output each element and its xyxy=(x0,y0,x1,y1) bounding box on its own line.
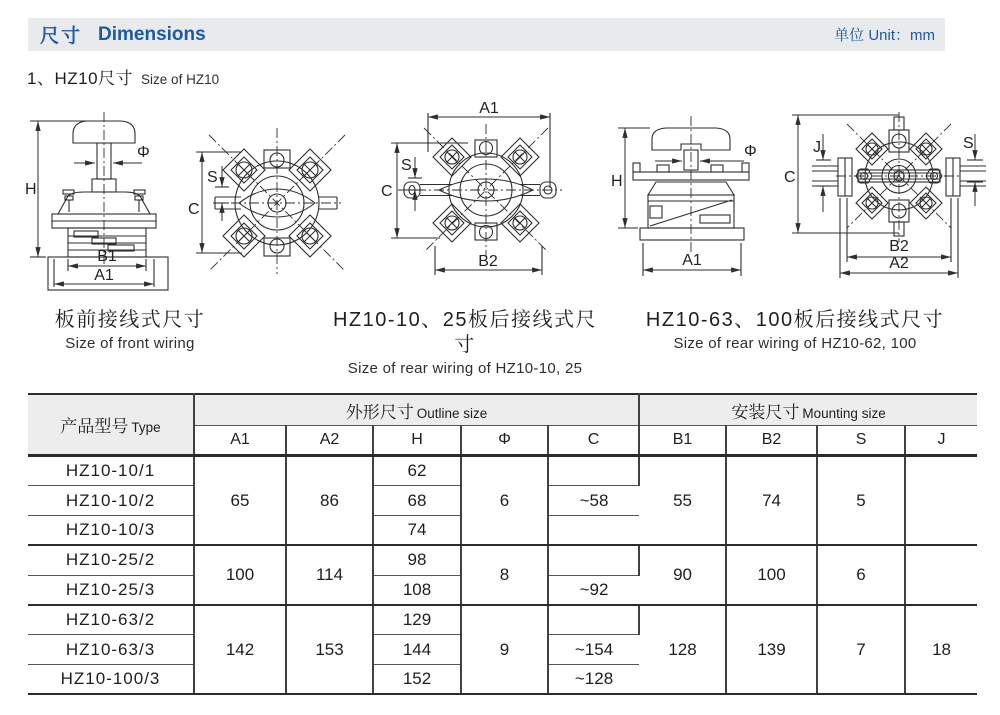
type-column-header xyxy=(28,394,194,456)
figure-caption-front-wiring xyxy=(20,308,240,354)
col-header-b2: B2 xyxy=(726,426,817,456)
cell-s: 7 xyxy=(817,605,905,694)
dim-label-j: J xyxy=(813,139,821,156)
cell-b2: 74 xyxy=(726,456,817,546)
cell-c xyxy=(548,515,639,545)
dim-label-s: S xyxy=(207,169,218,186)
mounting-size-group-header xyxy=(639,394,977,426)
dimensions-table xyxy=(28,393,977,695)
cell-c: ~154 xyxy=(548,635,639,664)
col-header-c: C xyxy=(548,426,639,456)
cell-c: ~58 xyxy=(548,486,639,515)
fig2-front-view xyxy=(381,102,562,275)
dim-label-h: H xyxy=(611,173,623,190)
cell-h: 74 xyxy=(373,515,461,545)
cell-type: HZ10-25/3 xyxy=(28,575,194,605)
fig1-front-view xyxy=(188,128,345,274)
section-title-en: Size of HZ10 xyxy=(141,72,220,87)
table-row xyxy=(28,456,977,486)
cell-phi: 9 xyxy=(461,605,548,694)
unit-label: 单位 Unit：mm xyxy=(834,27,935,44)
fig1-side-view xyxy=(25,112,168,290)
dim-label-c: C xyxy=(784,169,796,186)
dim-label-c: C xyxy=(381,183,393,200)
table-group-header-row xyxy=(28,394,977,426)
cell-c: ~92 xyxy=(548,575,639,605)
cell-h: 152 xyxy=(373,664,461,694)
cell-c xyxy=(548,456,639,486)
caption-en: Size of front wiring xyxy=(65,335,195,352)
figure-rear-wiring-10-25-drawing xyxy=(360,102,640,300)
cell-h: 108 xyxy=(373,575,461,605)
cell-type: HZ10-10/3 xyxy=(28,515,194,545)
outline-size-group-header xyxy=(194,394,639,426)
dim-label-s: S xyxy=(963,135,974,152)
cell-h: 62 xyxy=(373,456,461,486)
cell-phi: 6 xyxy=(461,456,548,546)
col-header-h: H xyxy=(373,426,461,456)
cell-c xyxy=(548,605,639,635)
dim-label-a1: A1 xyxy=(94,267,114,284)
col-header-a2: A2 xyxy=(286,426,373,456)
col-header-a1: A1 xyxy=(194,426,286,456)
fig3-front-view xyxy=(784,112,986,278)
cell-j xyxy=(905,456,977,546)
figure-caption-rear-10-25 xyxy=(330,308,600,379)
dim-label-a2: A2 xyxy=(889,255,909,272)
section-title-zh: HZ10尺寸 xyxy=(54,69,134,88)
dim-label-b2: B2 xyxy=(889,238,909,255)
cell-a2: 86 xyxy=(286,456,373,546)
cell-b1: 55 xyxy=(639,456,726,546)
cell-type: HZ10-63/3 xyxy=(28,635,194,664)
type-header-zh: 产品型号 xyxy=(60,417,129,436)
table-row xyxy=(28,605,977,635)
group-header-zh: 外形尺寸 xyxy=(345,402,414,422)
dim-label-phi: Φ xyxy=(744,143,757,160)
page-header-bar xyxy=(28,18,945,51)
cell-j: 18 xyxy=(905,605,977,694)
section-title xyxy=(27,64,219,89)
cell-phi: 8 xyxy=(461,545,548,605)
cell-h: 129 xyxy=(373,605,461,635)
figure-front-wiring-drawing xyxy=(25,105,355,300)
col-header-s: S xyxy=(817,426,905,456)
dim-label-b2: B2 xyxy=(478,253,498,270)
cell-type: HZ10-10/1 xyxy=(28,456,194,486)
header-title-en: Dimensions xyxy=(98,23,206,45)
cell-b2: 100 xyxy=(726,545,817,605)
dim-label-a1: A1 xyxy=(682,252,702,269)
cell-h: 144 xyxy=(373,635,461,664)
figure-rear-wiring-63-100-front-drawing xyxy=(775,105,1000,305)
col-header-phi: Φ xyxy=(461,426,548,456)
cell-type: HZ10-25/2 xyxy=(28,545,194,575)
cell-b1: 90 xyxy=(639,545,726,605)
cell-type: HZ10-63/2 xyxy=(28,605,194,635)
dim-label-a1: A1 xyxy=(479,102,499,117)
table-row xyxy=(28,545,977,575)
type-header-en: Type xyxy=(131,420,161,435)
caption-zh: HZ10-63、100板后接线式尺寸 xyxy=(645,309,945,331)
cell-b2: 139 xyxy=(726,605,817,694)
cell-a1: 142 xyxy=(194,605,286,694)
group-header-zh: 安装尺寸 xyxy=(731,402,800,422)
dim-label-s: S xyxy=(401,157,412,174)
group-header-en: Mounting size xyxy=(802,405,886,421)
cell-s: 6 xyxy=(817,545,905,605)
fig3-side-view xyxy=(611,116,757,276)
dim-label-c: C xyxy=(188,201,200,218)
figure-rear-wiring-63-100-side-drawing xyxy=(605,105,775,300)
caption-en: Size of rear wiring of HZ10-62, 100 xyxy=(673,335,917,352)
caption-zh: HZ10-10、25板后接线式尺寸 xyxy=(332,309,598,356)
header-title-zh: 尺寸 xyxy=(40,26,83,47)
group-header-en: Outline size xyxy=(416,405,488,421)
caption-en: Size of rear wiring of HZ10-10, 25 xyxy=(347,360,583,377)
cell-c: ~128 xyxy=(548,664,639,694)
cell-type: HZ10-10/2 xyxy=(28,486,194,515)
col-header-b1: B1 xyxy=(639,426,726,456)
dim-label-phi: Φ xyxy=(137,144,150,161)
cell-type: HZ10-100/3 xyxy=(28,664,194,694)
cell-s: 5 xyxy=(817,456,905,546)
cell-a1: 65 xyxy=(194,456,286,546)
figure-caption-rear-63-100 xyxy=(645,308,945,354)
cell-a1: 100 xyxy=(194,545,286,605)
cell-c xyxy=(548,545,639,575)
caption-zh: 板前接线式尺寸 xyxy=(54,309,206,331)
cell-b1: 128 xyxy=(639,605,726,694)
dim-label-b1: B1 xyxy=(97,248,117,265)
cell-j xyxy=(905,545,977,605)
col-header-j: J xyxy=(905,426,977,456)
dim-label-h: H xyxy=(25,181,37,198)
cell-h: 68 xyxy=(373,486,461,515)
cell-a2: 114 xyxy=(286,545,373,605)
section-index: 1、 xyxy=(27,69,55,88)
cell-a2: 153 xyxy=(286,605,373,694)
cell-h: 98 xyxy=(373,545,461,575)
